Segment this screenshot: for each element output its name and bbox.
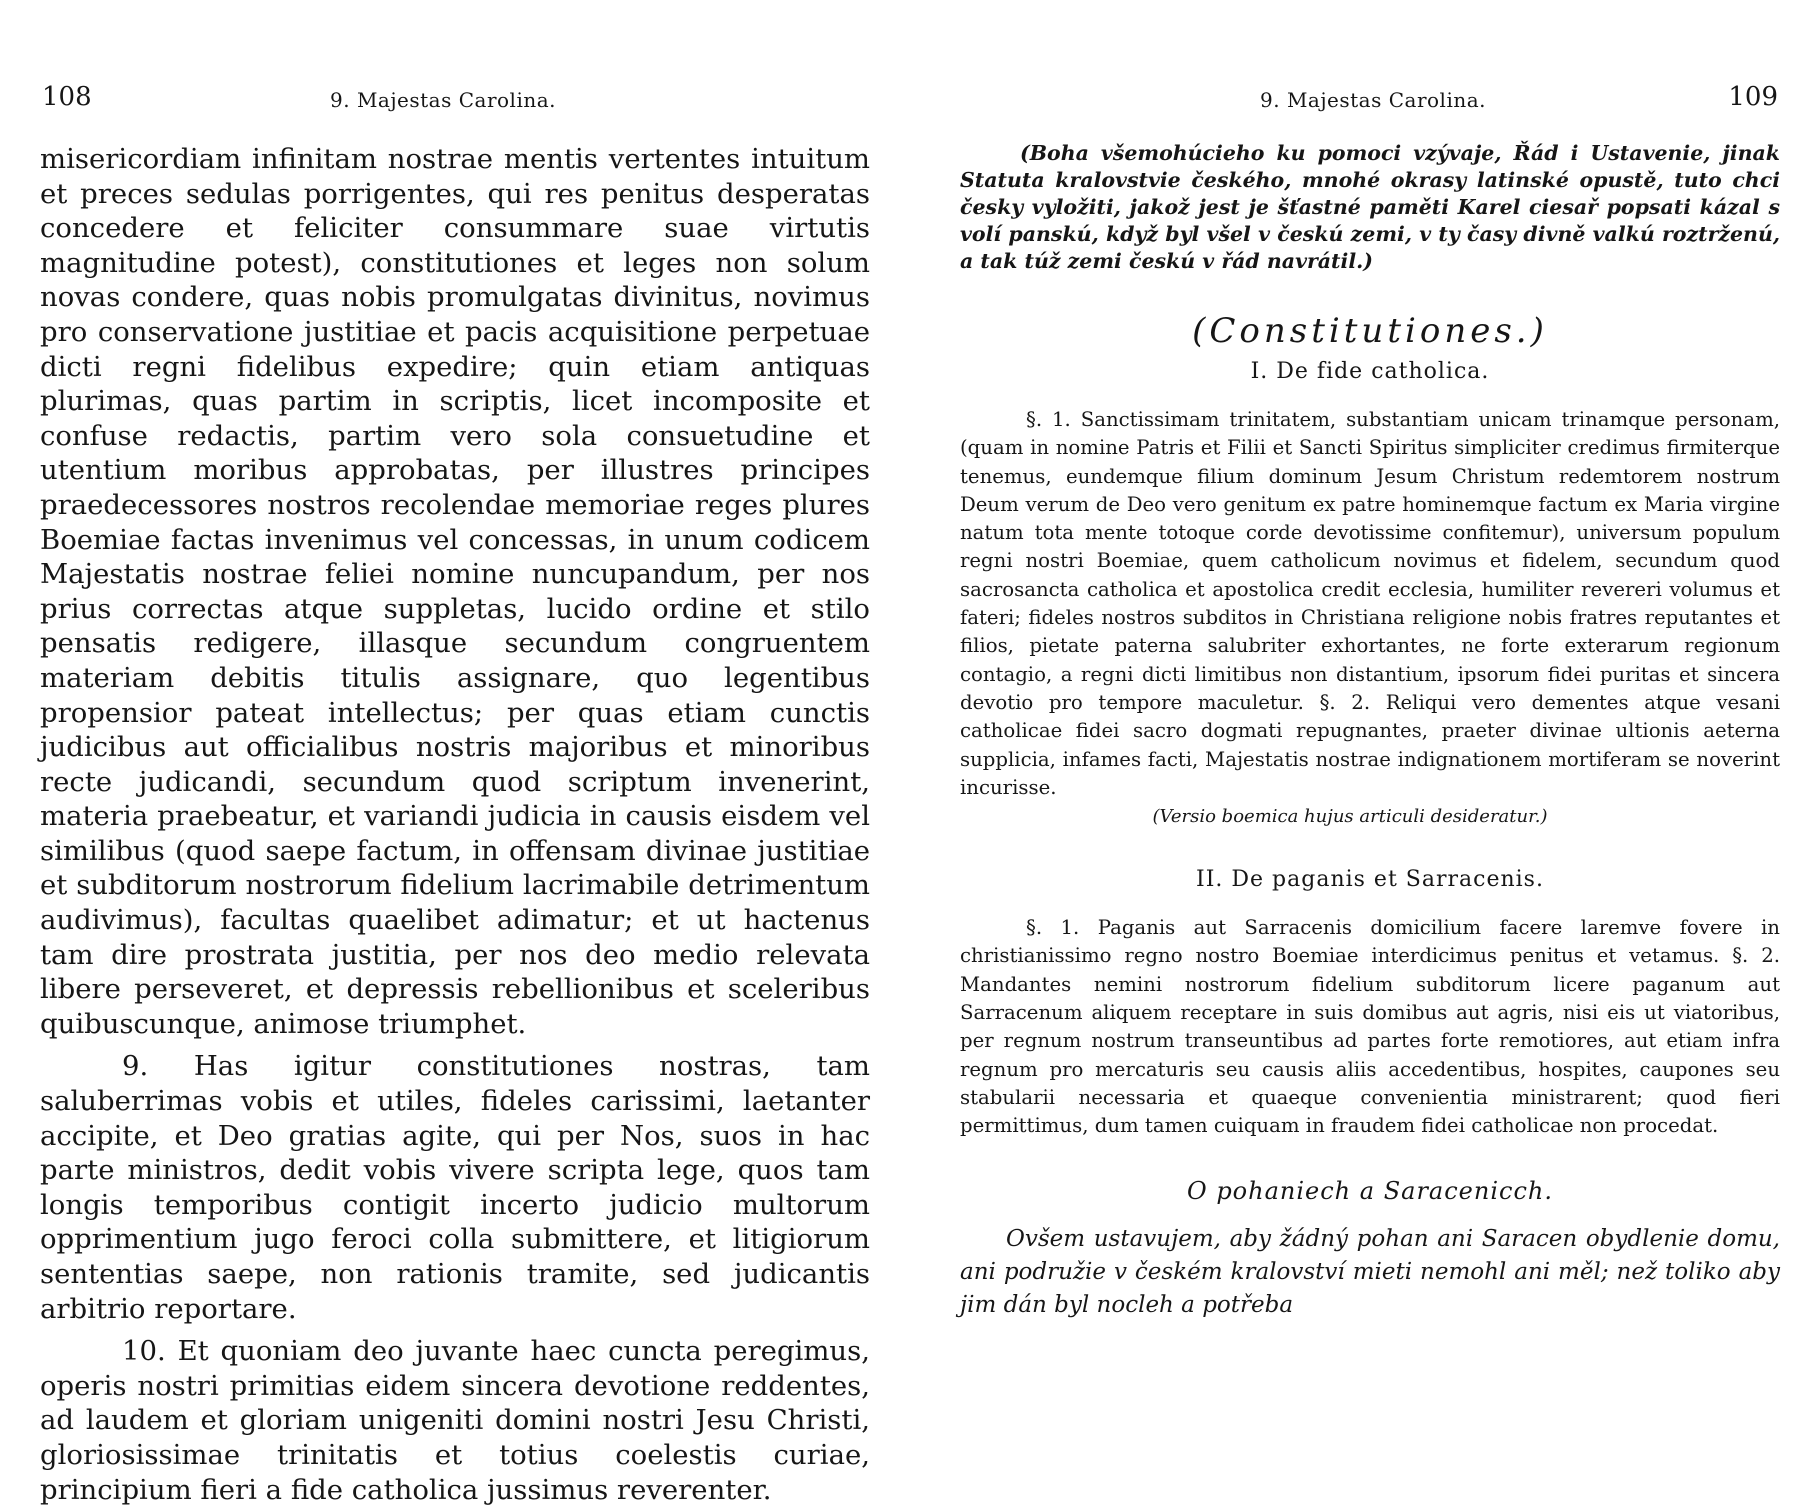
chapter-2-text: §. 1. Paganis aut Sarracenis domicilium facere laremve fovere in christianissimo regno nostro Boemiae interdicimus penitus et vetamus. §. 2. Mandantes nemini nostrorum fidelium subditorum licere paganum aut Sarracenum aliquem receptare in suis domibus aut agris, nisi eis ut viatoribus, per regnum nostrum transeuntibus ad partes forte remotiores, aut etiam infra regnum pro mercaturis seu causis aliis accedentibus, hospites, caupones seu stabularii necessaria et quaeque convenientia ministrarent; quod fieri permittimus, dum tamen cuiquam in fraudem fidei catholicae non procedat.	[960, 916, 1780, 1138]
czech-section-title: O pohaniech a Saracenicch.	[1187, 1176, 1553, 1205]
chapter-1-title: I. De fide catholica.	[1250, 359, 1490, 384]
right-body-text	[960, 140, 1780, 1322]
left-running-head	[40, 82, 870, 122]
chapter-1-text: §. 1. Sanctissimam trinitatem, substantiam unicam trinamque personam, (quam in nomine Patris et Filii et Sancti Spiritus simpliciter credimus firmiterque tenemus, eundemque filium dominum Jesum Christum redemtorem nostrum Deum verum de Deo vero genitum ex patre hominemque factum ex Maria virgine natum tota mente totoque corde devotissime confitemur), universum populum regni nostri Boemiae, quem catholicum novimus et fidelem, secundum quod sacrosancta catholica et apostolica credit ecclesia, humiliter revereri volumus et fateri; fideles nostros subditos in Christiana religione nobis fratres reputantes et filios, pietate paterna salubriter exhortantes, ne forte exterarum regionum contagio, a regni dicti limitibus non distantium, ipsorum fidei puritas et sincera devotio pro tempore maculetur. §. 2. Reliqui vero dementes atque vesani catholicae fidei sacro dogmati repugnantes, praeter divinae ultionis aeterna supplicia, infames facti, Majestatis nostrae indignationem mortiferam se noverint incurisse.	[960, 408, 1780, 799]
section-title: (Constitutiones.)	[1192, 311, 1548, 351]
chapter-2-title: II. De paganis et Sarracenis.	[1196, 867, 1544, 893]
czech-section-text: Ovšem ustavujem, aby žádný pohan ani Saracen obydlenie domu, ani podružie v českém kralovství mieti nemohl ani měl; než toliko aby jim dán byl nocleh a potřeba	[960, 1225, 1780, 1318]
right-page-number: 109	[1728, 82, 1778, 112]
czech-preamble: (Boha všemohúcieho ku pomoci vzývaje, Řád i Ustavenie, jinak Statuta kralovstvie českého, mnohé okrasy latinské opustě, tuto chci česky vyložiti, jakož jest je šťastné paměti Karel ciesař popsati kázal s volí panskú, když byl všel v českú zemi, v ty časy divně valkú roztrženú, a tak túž zemi českú v řád navrátil.)	[960, 141, 1780, 273]
left-page-number: 108	[42, 82, 92, 112]
left-paragraph-1: misericordiam infinitam nostrae mentis vertentes intuitum et preces sedulas porrigentes, qui res penitus desperatas concedere et feliciter consummare suae virtutis magnitudine potest), constitutiones et leges non solum novas condere, quas nobis promulgatas divinitus, novimus pro conservatione justitiae et pacis acquisitione perpetuae dicti regni fidelibus expedire; quin etiam antiquas plurimas, quas partim in scriptis, licet incomposite et confuse redactis, partim vero sola consuetudine et utentium moribus approbatas, per illustres principes praedecessores nostros recolendae memoriae reges plures Boemiae factas invenimus vel concessas, in unum codicem Majestatis nostrae feliei nomine nuncupandum, per nos prius correctas atque suppletas, lucido ordine et stilo pensatis redigere, illasque secundum congruentem materiam debitis titulis assignare, quo legentibus propensior pateat intellectus; per quas etiam cunctis judicibus aut officialibus nostris majoribus et minoribus recte judicandi, secundum quod scriptum invenerint, materia praebeatur, et variandi judicia in causis eisdem vel similibus (quod saepe factum, in offensam divinae justitiae et subditorum nostrorum fidelium lacrimabile detrimentum audivimus), facultas quaelibet adimatur; et ut hactenus tam dire prostrata justitia, per nos deo medio relevata libere perseveret, et depressis rebellionibus et sceleribus quibuscunque, animose triumphet.	[40, 143, 870, 1040]
right-page	[960, 0, 1780, 1500]
left-running-title: 9. Majestas Carolina.	[330, 88, 557, 112]
chapter-1-note: (Versio boemica hujus articuli desideratur.)	[1152, 806, 1548, 828]
left-page	[40, 0, 870, 1506]
right-running-head	[960, 82, 1780, 122]
left-paragraph-2: 9. Has igitur constitutiones nostras, tam saluberrimas vobis et utiles, fideles carissimi, laetanter accipite, et Deo gratias agite, qui per Nos, suos in hac parte ministros, dedit vobis vivere scripta lege, quos tam longis temporibus contigit incerto judicio multorum opprimentium jugo feroci colla submittere, et litigiorum sententias saepe, non rationis tramite, sed judicantis arbitrio reportare.	[40, 1050, 870, 1325]
left-body-text	[40, 142, 870, 1507]
left-paragraph-3: 10. Et quoniam deo juvante haec cuncta peregimus, operis nostri primitias eidem sincera devotione reddentes, ad laudem et gloriam unigeniti domini nostri Jesu Christi, gloriosissimae trinitatis et totius coelestis curiae, principium fieri a fide catholica jussimus reverenter.	[40, 1335, 870, 1506]
right-running-title: 9. Majestas Carolina.	[1260, 88, 1487, 112]
